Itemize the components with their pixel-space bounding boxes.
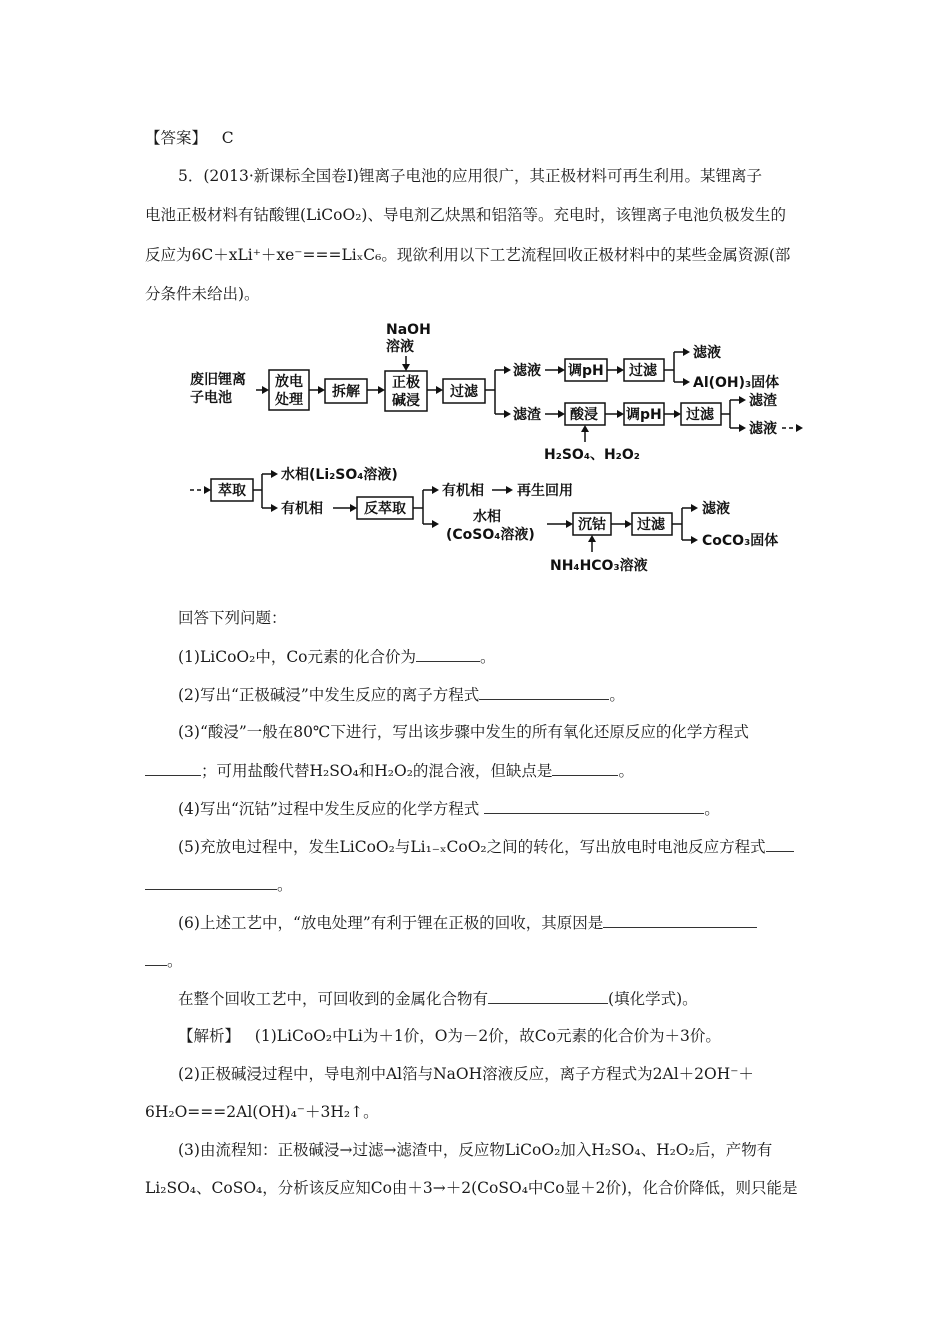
questions-intro: 回答下列问题： bbox=[178, 609, 287, 627]
answer-line bbox=[145, 128, 234, 148]
reagent-naoh-2: 溶液 bbox=[386, 339, 414, 355]
question-line-2: 电池正极材料有钴酸锂(LiCoO₂)、导电剂乙炔黑和铝箔等。充电时，该锂离子电池负极发生的 bbox=[145, 206, 786, 224]
filter1-label: 过滤 bbox=[450, 384, 478, 400]
out-aloh3-label: Al(OH)₃固体 bbox=[693, 375, 780, 391]
question-5-end: 。 bbox=[277, 876, 293, 894]
answer-value: C bbox=[221, 129, 234, 147]
discharge-label-2: 处理 bbox=[275, 392, 303, 408]
discharge-label-1: 放电 bbox=[275, 374, 303, 390]
question-1-end: 。 bbox=[480, 648, 496, 666]
answer-label: 【答案】 bbox=[145, 129, 208, 147]
question-2 bbox=[178, 684, 625, 705]
alkali-label-2: 碱浸 bbox=[392, 393, 420, 409]
question-7-text: 在整个回收工艺中，可回收到的金属化合物有 bbox=[178, 990, 489, 1008]
aqueous2-label-2: (CoSO₄溶液) bbox=[446, 527, 535, 543]
question-3-line-2 bbox=[145, 760, 634, 781]
analysis-label: 【解析】 bbox=[178, 1027, 241, 1045]
question-4 bbox=[178, 798, 720, 819]
aqueous2-label-1: 水相 bbox=[473, 509, 501, 525]
recycle-label: 再生回用 bbox=[517, 483, 573, 499]
answer-blank-6b[interactable] bbox=[145, 950, 167, 966]
question-line-4: 分条件未给出)。 bbox=[145, 285, 260, 303]
answer-blank-2[interactable] bbox=[479, 684, 609, 700]
alkali-label-1: 正极 bbox=[392, 375, 420, 391]
question-6-line-2 bbox=[145, 950, 183, 971]
flow-start-2: 子电池 bbox=[190, 390, 232, 406]
reagent-nh4-label: NH₄HCO₃溶液 bbox=[550, 558, 648, 574]
adjust-ph1-label: 调pH bbox=[568, 363, 604, 379]
filter4-label: 过滤 bbox=[637, 517, 665, 533]
precip-co-label: 沉钴 bbox=[578, 517, 606, 533]
out-filtrate3-label: 滤液 bbox=[702, 501, 730, 517]
analysis-line-5: Li₂SO₄、CoSO₄，分析该反应知Co由＋3→＋2(CoSO₄中Co显＋2价)，化合价降低，则只能是 bbox=[145, 1179, 798, 1197]
adjust-ph2-label: 调pH bbox=[626, 407, 662, 423]
answer-blank-4[interactable] bbox=[484, 798, 704, 814]
question-5-line-2 bbox=[145, 874, 293, 895]
answer-blank-3b[interactable] bbox=[552, 760, 618, 776]
question-7 bbox=[178, 988, 698, 1009]
out-filtrate2-label: 滤液 bbox=[749, 421, 777, 437]
answer-blank-6a[interactable] bbox=[603, 912, 757, 928]
filter2-label: 过滤 bbox=[629, 363, 657, 379]
analysis-line-3: 6H₂O===2Al(OH)₄⁻＋3H₂↑。 bbox=[145, 1103, 379, 1121]
question-3-end: 。 bbox=[618, 762, 634, 780]
question-4-end: 。 bbox=[704, 800, 720, 818]
aqueous-label: 水相(Li₂SO₄溶液) bbox=[281, 467, 398, 483]
question-line-3: 反应为6C＋xLi⁺＋xe⁻===LiₓC₆。现欲利用以下工艺流程回收正极材料中的某些金属资源(部 bbox=[145, 246, 791, 264]
out-filtrate-label: 滤液 bbox=[693, 345, 721, 361]
question-6-text: (6)上述工艺中，“放电处理”有利于锂在正极的回收，其原因是 bbox=[178, 914, 604, 932]
organic2-label: 有机相 bbox=[442, 483, 484, 499]
residue-label: 滤渣 bbox=[513, 407, 541, 423]
question-5-line-1 bbox=[178, 836, 794, 857]
question-3-text: ；可用盐酸代替H₂SO₄和H₂O₂的混合液，但缺点是 bbox=[201, 762, 553, 780]
question-1-text: (1)LiCoO₂中，Co元素的化合价为 bbox=[178, 648, 417, 666]
answer-blank-5a[interactable] bbox=[766, 836, 794, 852]
analysis-line-1 bbox=[178, 1026, 721, 1046]
filter3-label: 过滤 bbox=[686, 407, 714, 423]
question-1 bbox=[178, 646, 496, 667]
out-residue-label: 滤渣 bbox=[749, 393, 777, 409]
acid-leach-label: 酸浸 bbox=[570, 407, 598, 423]
process-flow-diagram bbox=[150, 318, 810, 583]
question-2-text: (2)写出“正极碱浸”中发生反应的离子方程式 bbox=[178, 686, 480, 704]
question-5-text: (5)充放电过程中，发生LiCoO₂与Li₁₋ₓCoO₂之间的转化，写出放电时电池反应方程式 bbox=[178, 838, 766, 856]
filtrate1-label: 滤液 bbox=[513, 363, 541, 379]
out-coco3-label: CoCO₃固体 bbox=[702, 533, 779, 549]
analysis-line-4: (3)由流程知：正极碱浸→过滤→滤渣中，反应物LiCoO₂加入H₂SO₄、H₂O₂后，产物有 bbox=[178, 1141, 773, 1159]
question-6-line-1 bbox=[178, 912, 757, 933]
reagent-naoh-1: NaOH bbox=[386, 322, 431, 338]
extract-label: 萃取 bbox=[218, 483, 246, 499]
question-3-line-1: (3)“酸浸”一般在80℃下进行，写出该步骤中发生的所有氧化还原反应的化学方程式 bbox=[178, 723, 749, 741]
answer-blank-3a[interactable] bbox=[145, 760, 201, 776]
dismantle-label: 拆解 bbox=[332, 384, 360, 400]
question-2-end: 。 bbox=[609, 686, 625, 704]
answer-blank-5b[interactable] bbox=[145, 874, 277, 890]
back-extract-label: 反萃取 bbox=[364, 501, 406, 517]
analysis-p1: (1)LiCoO₂中Li为＋1价，O为－2价，故Co元素的化合价为＋3价。 bbox=[254, 1027, 721, 1045]
analysis-line-2: (2)正极碱浸过程中，导电剂中Al箔与NaOH溶液反应，离子方程式为2Al＋2OH⁻＋ bbox=[178, 1065, 754, 1083]
organic-label: 有机相 bbox=[281, 501, 323, 517]
question-7-end: (填化学式)。 bbox=[608, 990, 698, 1008]
question-4-text: (4)写出“沉钴”过程中发生反应的化学方程式 bbox=[178, 800, 480, 818]
question-6-end: 。 bbox=[167, 952, 183, 970]
question-line-1: 5．(2013·新课标全国卷Ⅰ)锂离子电池的应用很广，其正极材料可再生利用。某锂离子 bbox=[178, 167, 762, 185]
answer-blank-1[interactable] bbox=[416, 646, 480, 662]
flow-start-1: 废旧锂离 bbox=[190, 372, 246, 388]
answer-blank-7[interactable] bbox=[488, 988, 608, 1004]
reagent-acid-label: H₂SO₄、H₂O₂ bbox=[544, 447, 640, 463]
